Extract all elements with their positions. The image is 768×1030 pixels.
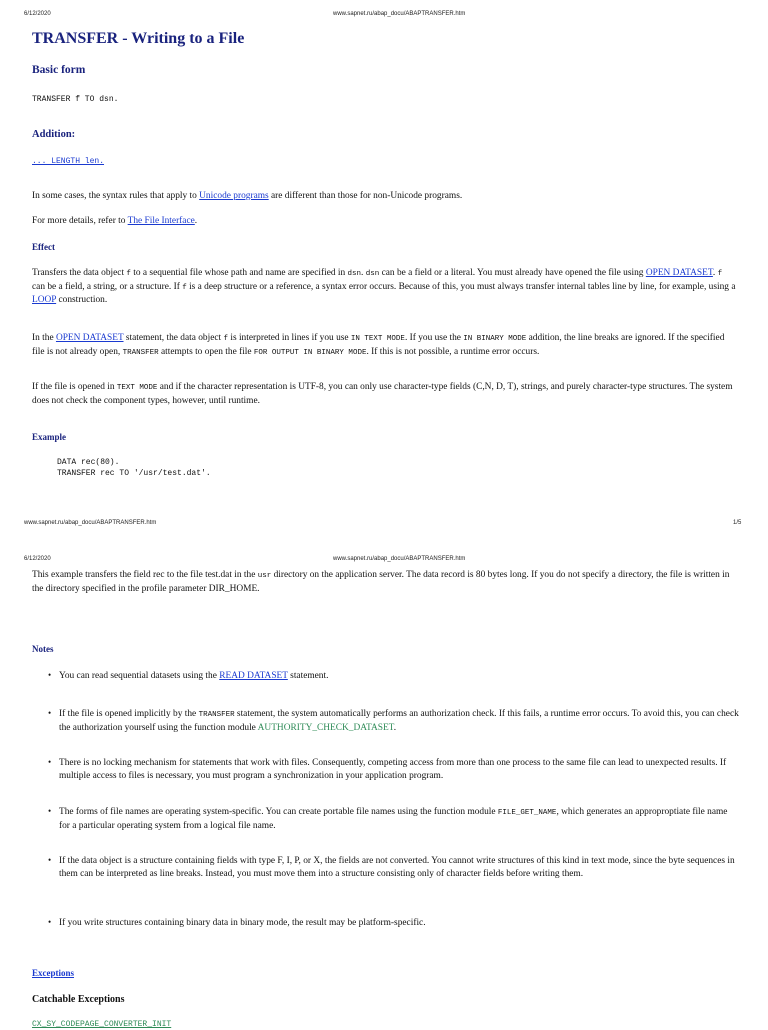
text: can be a field or a literal. You must already have opened the file using [379, 268, 646, 278]
text: If the data object is a structure containing fields with type F, I, P, or X, the fields are not converted. You cannot write structures of this kind in text mode, since the byte sequences in them can be interpreted as line breaks. Instead, you must move them into a structure consisting only of character fields before writing them. [59, 856, 735, 879]
addition-length-link[interactable]: ... LENGTH len. [32, 157, 105, 166]
page-header-url: www.sapnet.ru/abap_docu/ABAPTRANSFER.htm [333, 556, 466, 562]
exceptions-link[interactable]: Exceptions [32, 968, 75, 978]
unicode-programs-link[interactable]: Unicode programs [199, 191, 269, 201]
text: , which generates an approproptiate file name for a particular operating system from a logical file name. [59, 807, 728, 831]
page-header-date: 6/12/2020 [24, 11, 51, 17]
code-inline: f [717, 270, 723, 278]
code-inline: FILE_GET_NAME [497, 809, 557, 817]
text: can be a field, a string, or a structure. If [32, 281, 183, 292]
code-inline: dsn [347, 270, 362, 278]
text: construction. [56, 295, 108, 306]
effect-paragraph-2 [32, 332, 737, 359]
text: statement. [287, 671, 329, 681]
loop-link[interactable]: LOOP [32, 295, 57, 306]
text: In the [32, 333, 56, 343]
function-module-name: AUTHORITY_CHECK_DATASET [257, 722, 394, 733]
note-item [59, 917, 739, 930]
example-code-line-1: DATA rec(80). [57, 458, 120, 467]
code-inline: usr [257, 572, 272, 580]
basic-form-heading: Basic form [32, 64, 86, 76]
text: and if the character representation is UTF-8, you can only use character-type fields (C,N, D, T), strings, and purely character-type structures. The system does not check the component types, however, until runtime. [32, 382, 733, 406]
addition-heading: Addition: [32, 129, 76, 140]
page-header-date: 6/12/2020 [24, 556, 51, 562]
bullet-icon: • [48, 806, 52, 816]
bullet-icon: • [48, 855, 52, 865]
text: attempts to open the file [158, 346, 254, 357]
page-header-url: www.sapnet.ru/abap_docu/ABAPTRANSFER.htm [333, 11, 466, 17]
text: This example transfers the field rec to the file test.dat in the [32, 570, 258, 580]
text: to a sequential file whose path and name are specified in [130, 268, 348, 278]
text: For more details, refer to [32, 216, 128, 226]
text: The forms of file names are operating system-specific. You can create portable file names using the function module [59, 807, 498, 817]
code-inline: IN BINARY MODE [463, 335, 527, 343]
effect-paragraph-1 [32, 267, 737, 307]
page-footer-url: www.sapnet.ru/abap_docu/ABAPTRANSFER.htm [24, 520, 157, 526]
text: You can read sequential datasets using the [59, 671, 220, 681]
code-inline: f [223, 335, 229, 343]
text: . [194, 216, 198, 226]
note-item [59, 757, 739, 782]
read-dataset-link[interactable]: READ DATASET [219, 671, 288, 681]
bullet-icon: • [48, 670, 52, 680]
bullet-icon: • [48, 708, 52, 718]
notes-heading: Notes [32, 644, 54, 654]
text: If the file is opened in [32, 382, 117, 392]
effect-heading: Effect [32, 242, 55, 252]
text: . [361, 268, 366, 278]
text: If you write structures containing binary data in binary mode, the result may be platform-specific. [59, 918, 426, 928]
bullet-icon: • [48, 917, 52, 927]
open-dataset-link[interactable]: OPEN DATASET [55, 333, 124, 343]
text: statement, the system automatically performs an authorization check. If this fails, a runtime error occurs. To avoid this, you can check the authorization yourself using the function module [59, 709, 739, 733]
code-inline: f [126, 270, 131, 278]
code-inline: IN TEXT MODE [350, 335, 405, 343]
text: In some cases, the syntax rules that apply to [32, 191, 200, 201]
code-inline: TRANSFER [122, 348, 159, 357]
code-inline: f [182, 283, 187, 292]
text: There is no locking mechanism for statements that work with files. Consequently, competing access from more than one process to the same file can lead to unexpected results. If multiple access to files is necessary, you must program a synchronization in your application program. [59, 758, 727, 781]
text: If the file is opened implicitly by the [59, 709, 199, 719]
code-inline: TRANSFER [198, 711, 235, 719]
note-item [59, 670, 739, 683]
example-heading: Example [32, 432, 67, 442]
text: . If you use the [404, 333, 464, 343]
codepage-converter-init-link[interactable]: CX_SY_CODEPAGE_CONVERTER_INIT [32, 1020, 172, 1029]
code-inline: dsn [365, 270, 380, 278]
note-item [59, 806, 739, 832]
example-description-paragraph [32, 569, 737, 595]
details-paragraph [32, 215, 737, 228]
open-dataset-link[interactable]: OPEN DATASET [645, 268, 713, 278]
example-code-line-2: TRANSFER rec TO '/usr/test.dat'. [57, 469, 211, 478]
bullet-icon: • [48, 757, 52, 767]
catchable-exceptions-heading: Catchable Exceptions [32, 994, 125, 1005]
text: addition, the line breaks are ignored. If the specified file is not already open, [32, 333, 725, 357]
page-title: TRANSFER - Writing to a File [32, 30, 245, 47]
basic-form-code: TRANSFER f TO dsn. [32, 95, 119, 104]
text: . [393, 722, 397, 733]
file-interface-link[interactable]: The File Interface [127, 216, 195, 226]
code-inline: TEXT MODE [116, 384, 158, 392]
effect-paragraph-3 [32, 381, 737, 407]
text: . If this is not possible, a runtime error occurs. [366, 346, 540, 357]
text: is interpreted in lines if you use [228, 333, 351, 343]
note-item [59, 855, 739, 880]
text: directory on the application server. The data record is 80 bytes long. If you do not specify a directory, the file is written in the directory specified in the profile parameter DIR_HOME. [32, 570, 730, 594]
note-item [59, 708, 739, 734]
pdf-page-2 [0, 548, 768, 1029]
text: are different than those for non-Unicode programs. [268, 191, 463, 201]
code-inline: FOR OUTPUT IN BINARY MODE [253, 348, 367, 357]
page-footer-number: 1/5 [733, 520, 742, 526]
text: . [712, 268, 718, 278]
unicode-paragraph [32, 190, 737, 203]
text: Transfers the data object [32, 268, 127, 278]
text: statement, the data object [123, 333, 224, 343]
text: is a deep structure or a reference, a syntax error occurs. Because of this, you must always transfer internal tables line by line, for example, using a [186, 281, 736, 292]
